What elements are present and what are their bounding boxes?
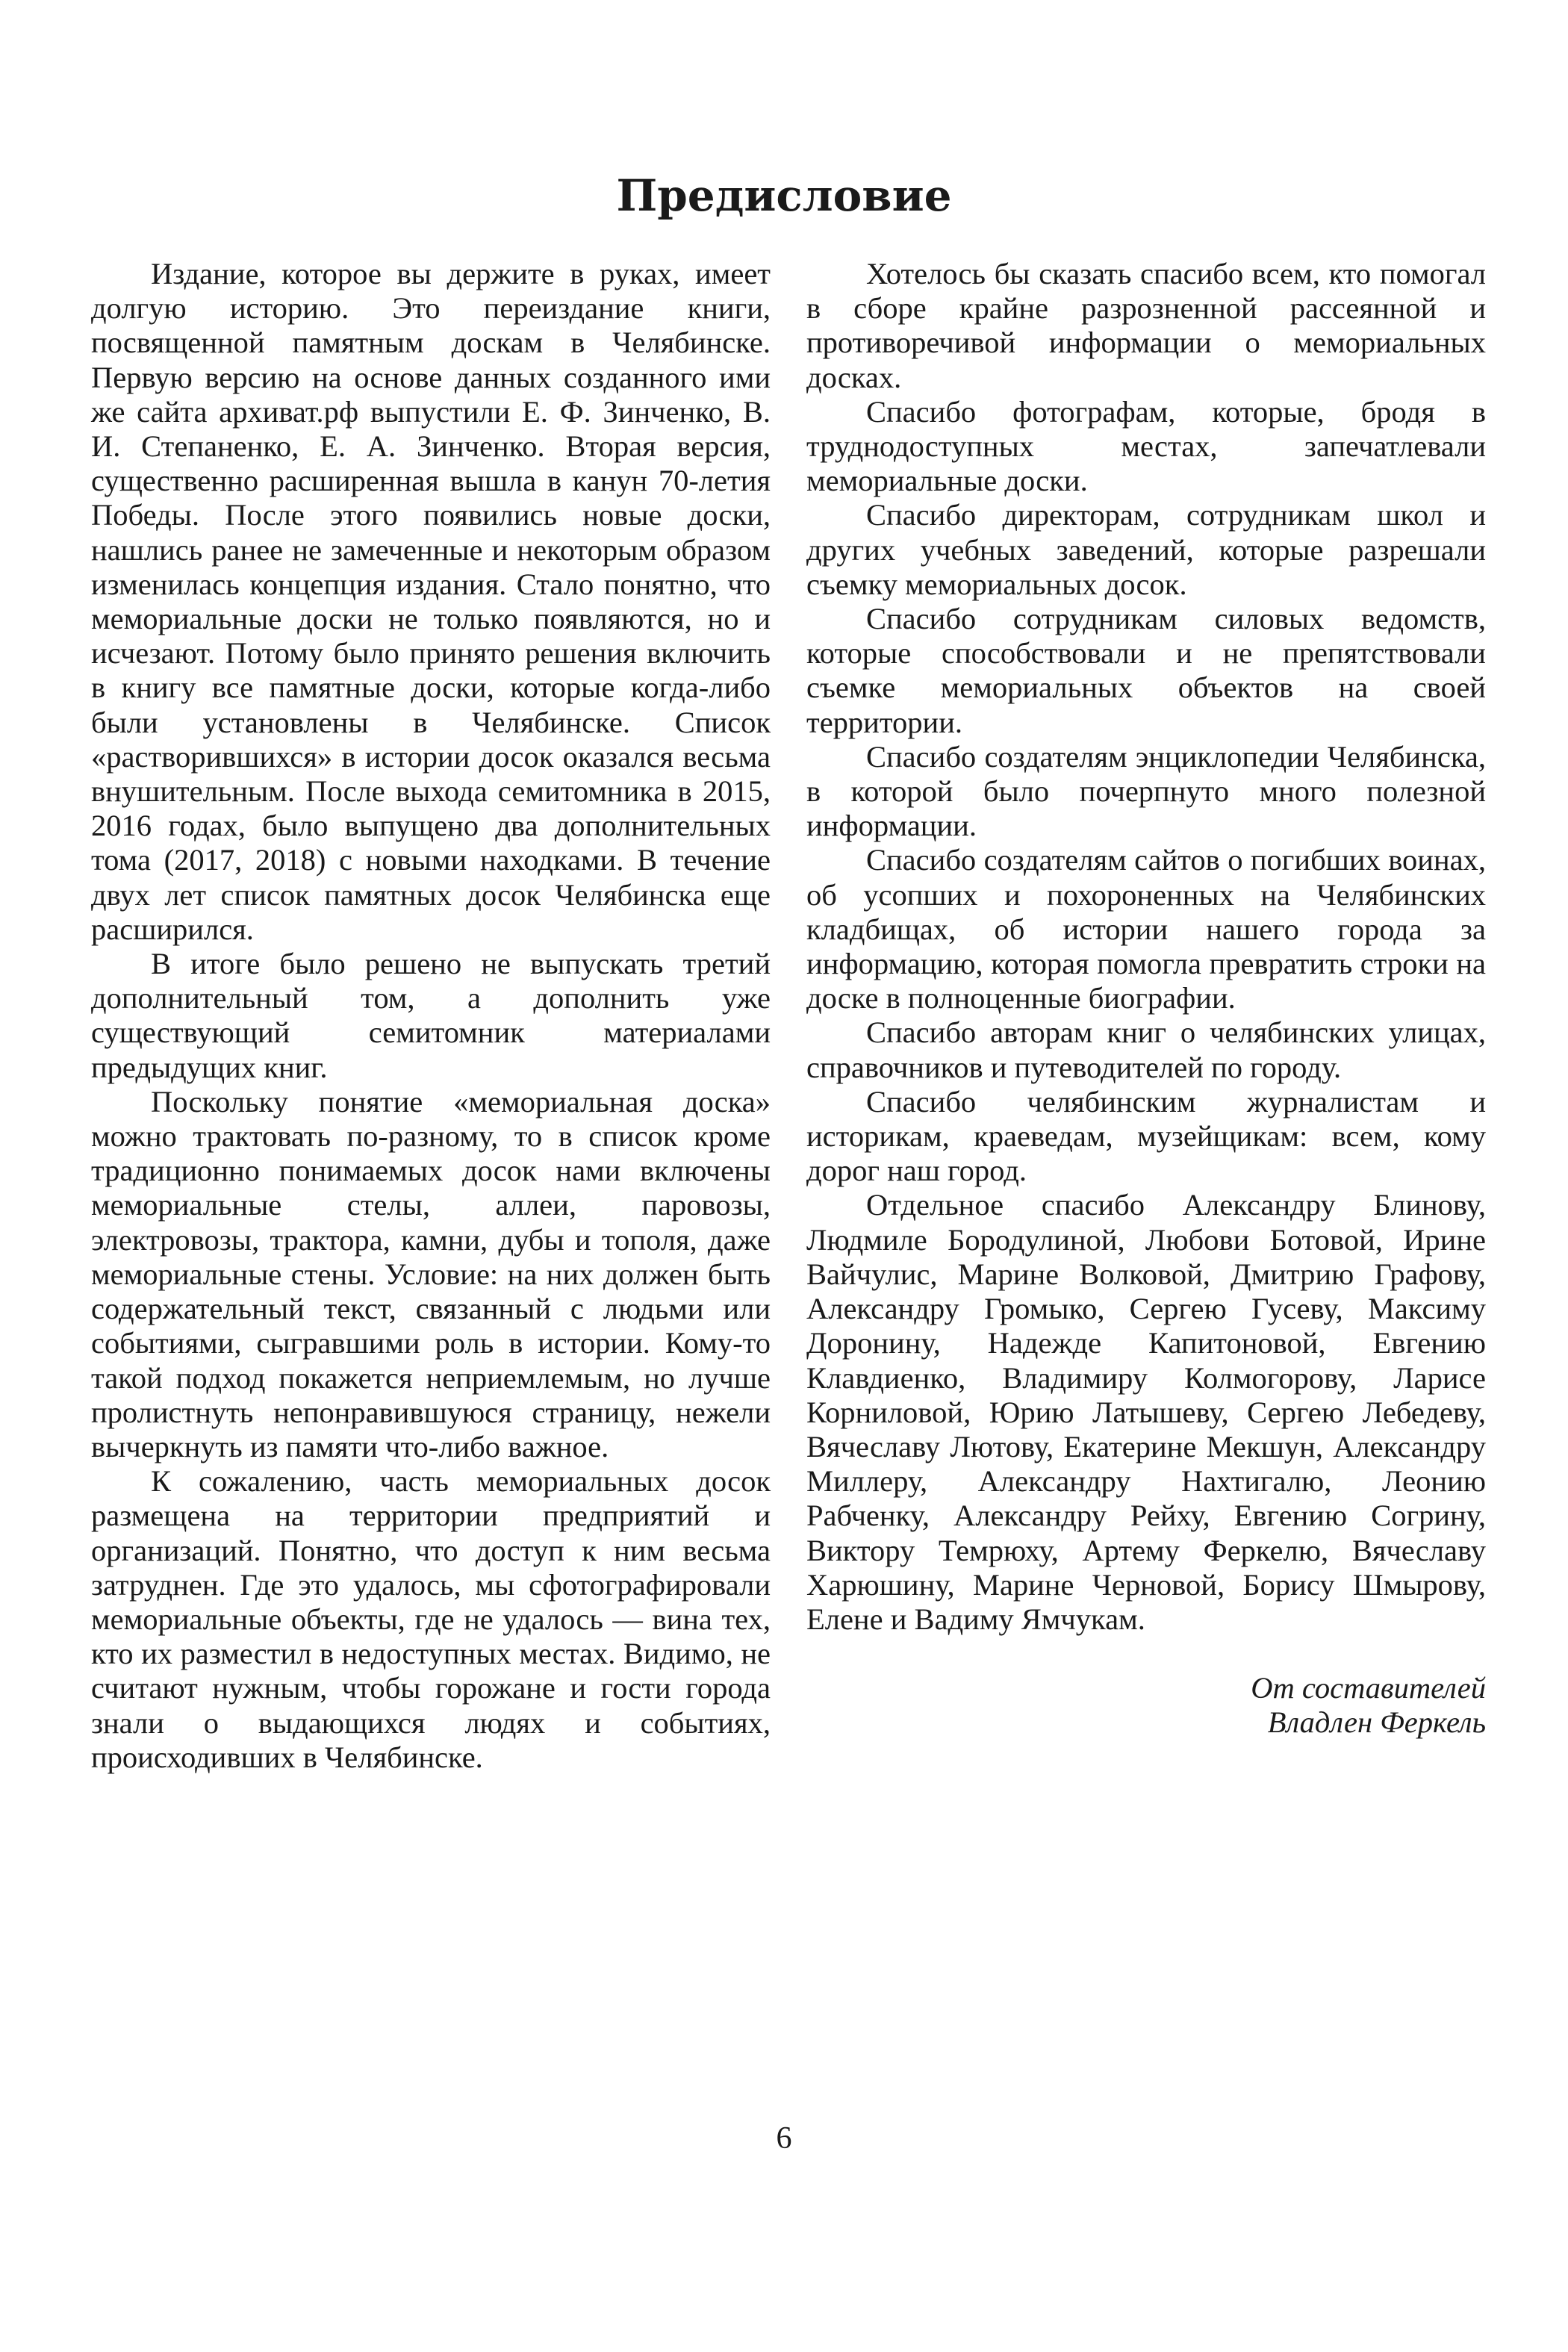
paragraph: Спасибо создателям энциклопедии Челябинска, в которой было почерпнуто много полезной информации. [806,739,1486,843]
paragraph: Отдельное спасибо Александру Блинову, Людмиле Бородулиной, Любови Ботовой, Ирине Вайчулис, Марине Волковой, Дмитрию Графову, Александру Громыко, Сергею Гусеву, Максиму Доронину, Надежде Капитоновой, Евгению Клавдиенко, Владимиру Колмогорову, Ларисе Корниловой, Юрию Латышеву, Сергею Лебедеву, Вячеславу Лютову, Екатерине Мекшун, Александру Миллеру, Александру Нахтигалю, Леонию Рабченку, Александру Рейху, Евгению Согрину, Виктору Темрюху, Артему Феркелю, Вячеславу Харюшину, Марине Черновой, Борису Шмырову, Елене и Вадиму Ямчукам. [806,1188,1486,1636]
paragraph: Спасибо фотографам, которые, бродя в труднодоступных местах, запечатлевали мемориальные доски. [806,394,1486,498]
paragraph: Спасибо авторам книг о челябинских улицах, справочников и путеводителей по городу. [806,1015,1486,1084]
paragraph: Спасибо директорам, сотрудникам школ и других учебных заведений, которые разрешали съемку мемориальных досок. [806,498,1486,601]
page-number: 6 [776,2121,792,2156]
right-column [806,257,1486,1740]
paragraph: Спасибо сотрудникам силовых ведомств, которые способствовали и не препятствовали съемке мемориальных объектов на своей территории. [806,602,1486,739]
paragraph: Поскольку понятие «мемориальная доска» можно трактовать по-разному, то в список кроме традиционно понимаемых досок нами включены мемориальные стелы, аллеи, паровозы, электровозы, трактора, камни, дубы и тополя, даже мемориальные стены. Условие: на них должен быть содержательный текст, связанный с людьми или событиями, сыгравшими роль в истории. Кому-то такой подход покажется неприемлемым, но лучше пролистнуть непонравившуюся страницу, нежели вычеркнуть из памяти что-либо важное. [91,1084,771,1463]
paragraph: Спасибо челябинским журналистам и историкам, краеведам, музейщикам: всем, кому дорог наш город. [806,1084,1486,1188]
paragraph: К сожалению, часть мемориальных досок размещена на территории предприятий и организаций. Понятно, что доступ к ним весьма затруднен. Где это удалось, мы сфотографировали мемориальные объекты, где не удалось — вина тех, кто их разместил в недоступных местах. Видимо, не считают нужным, чтобы горожане и гости города знали о выдающихся людях и событиях, происходивших в Челябинске. [91,1464,771,1774]
paragraph: Хотелось бы сказать спасибо всем, кто помогал в сборе крайне разрозненной рассеянной и противоречивой информации о мемориальных досках. [806,257,1486,394]
page-title: Предисловие [616,170,952,221]
paragraph: Спасибо создателям сайтов о погибших воинах, об усопших и похороненных на Челябинских кладбищах, об истории нашего города за информацию, которая помогла превратить строки на доске в полноценные биографии. [806,843,1486,1015]
left-column [91,257,771,1775]
paragraph: Издание, которое вы держите в руках, имеет долгую историю. Это переиздание книги, посвященной памятным доскам в Челябинске. Первую версию на основе данных созданного ими же сайта архиват.рф выпустили Е. Ф. Зинченко, В. И. Степаненко, Е. А. Зинченко. Вторая версия, существенно расширенная вышла в канун 70-летия Победы. После этого появились новые доски, нашлись ранее не замеченные и некоторым образом изменилась концепция издания. Стало понятно, что мемориальные доски не только появляются, но и исчезают. Потому было принято решения включить в книгу все памятные доски, которые когда-либо были установлены в Челябинске. Список «растворившихся» в истории досок оказался весьма внушительным. После выхода семитомника в 2015, 2016 годах, было выпущено два дополнительных тома (2017, 2018) с новыми находками. В течение двух лет список памятных досок Челябинска еще расширился. [91,257,771,946]
signature [806,1671,1486,1740]
paragraph: В итоге было решено не выпускать третий дополнительный том, а дополнить уже существующий семитомник материалами предыдущих книг. [91,947,771,1084]
signature-line-authors: От составителей [1251,1671,1486,1705]
signature-line-name: Владлен Феркель [1267,1705,1486,1740]
